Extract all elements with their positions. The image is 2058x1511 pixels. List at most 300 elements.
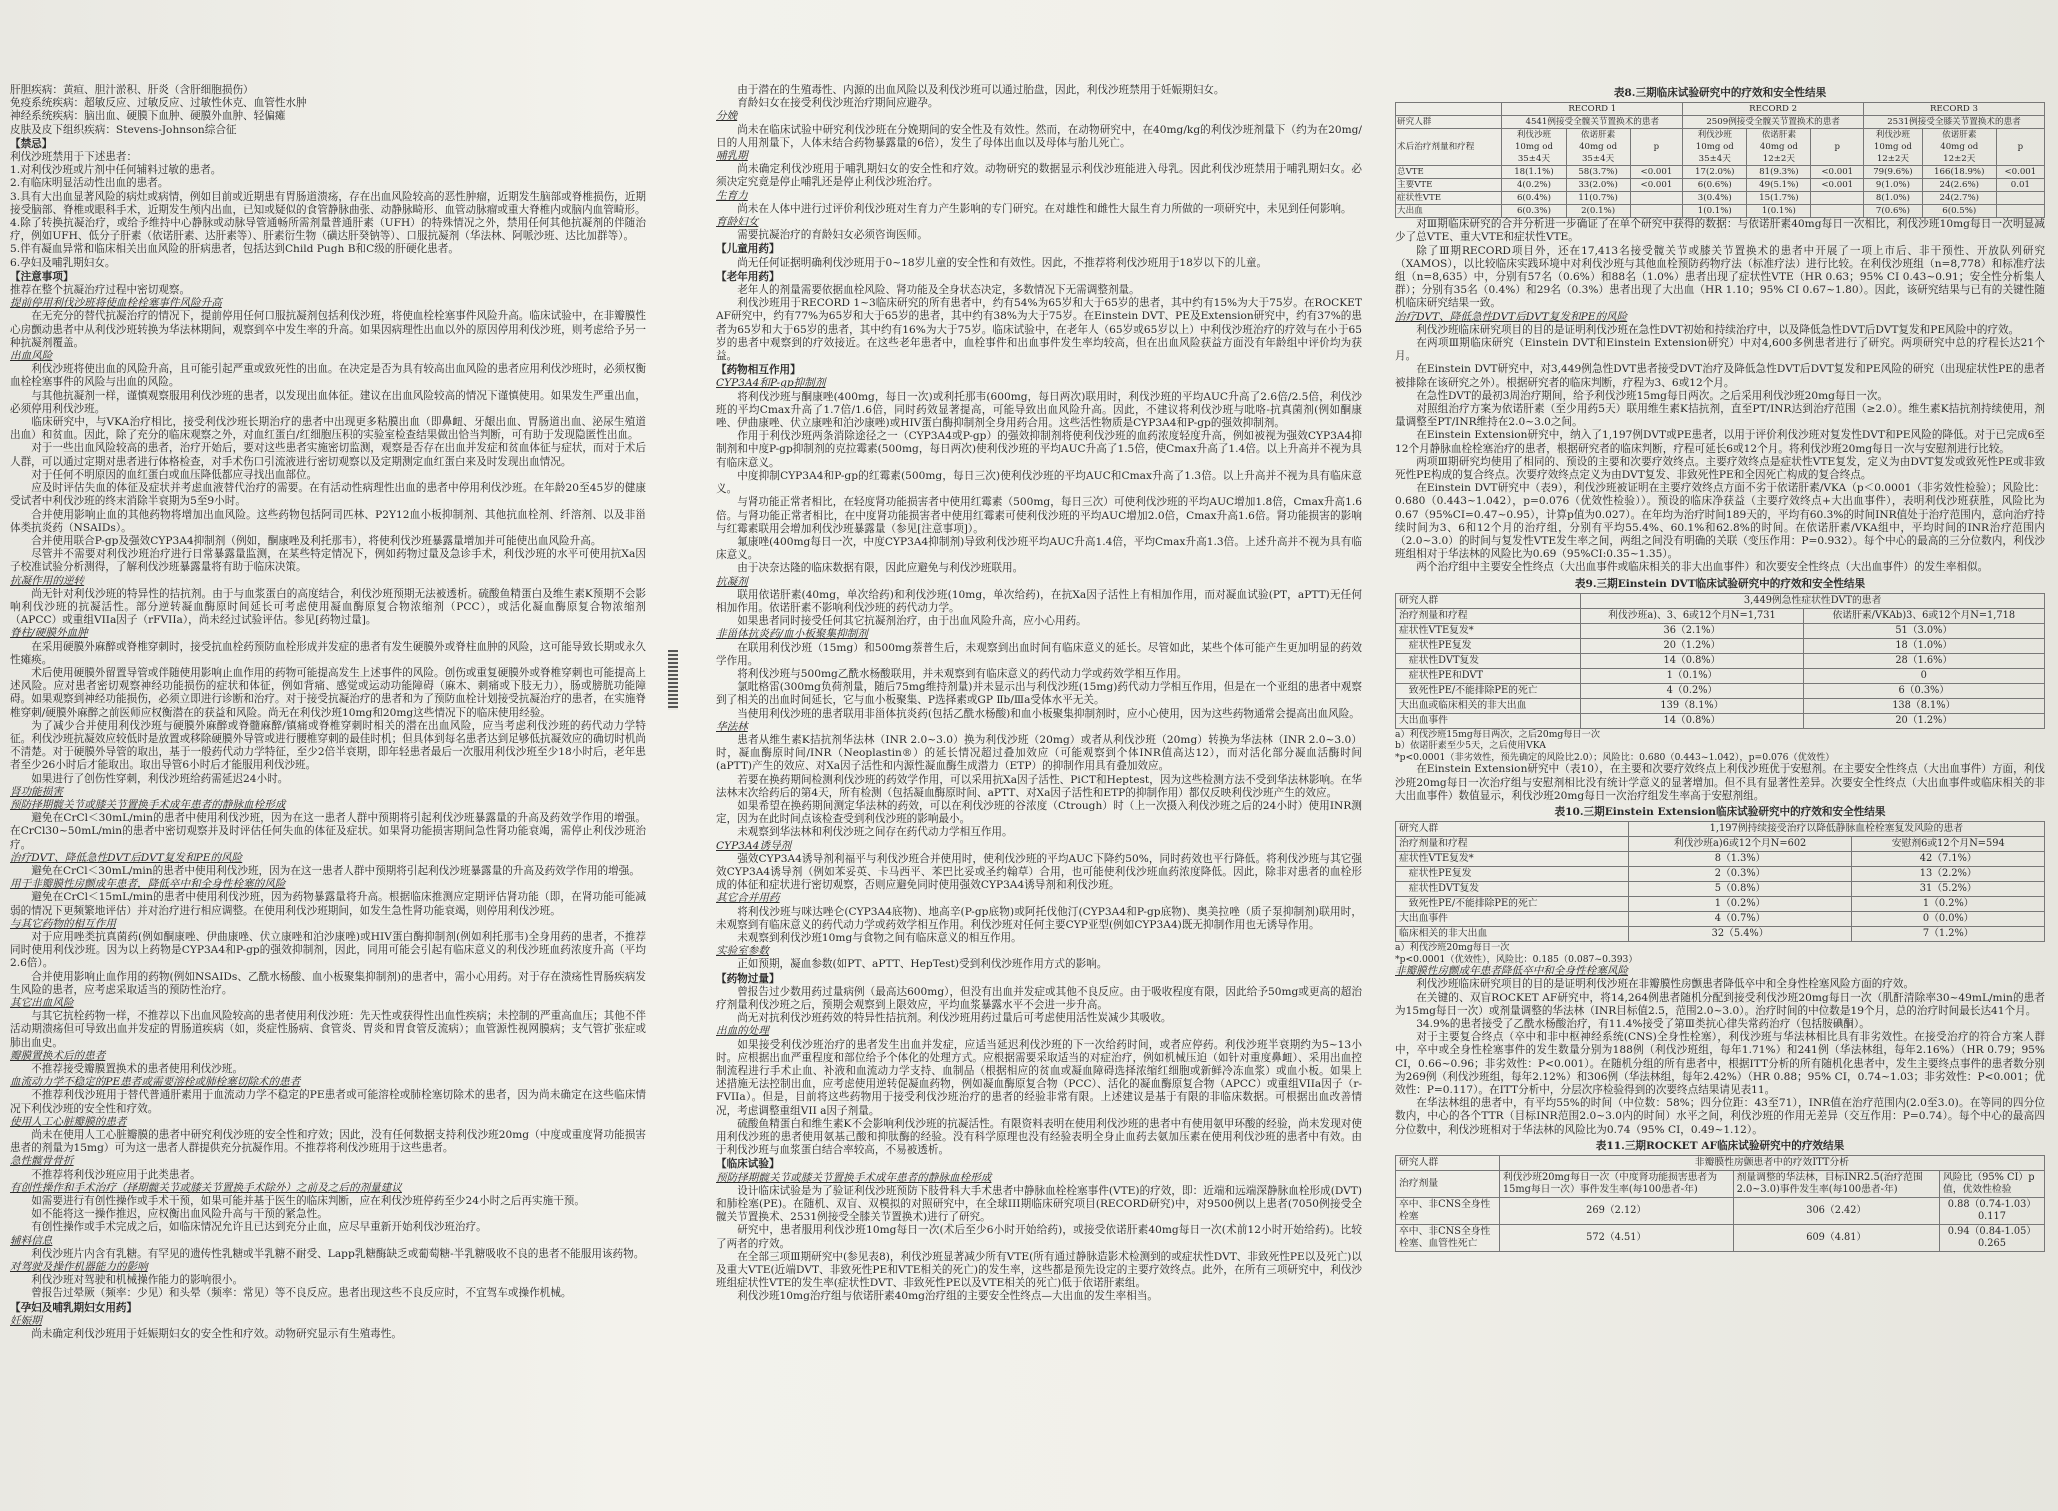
table-row [1396,713,2045,728]
table-cell: 1（0.2%） [1852,897,2045,912]
section-title: CYP3A4和P-gp抑制剂 [716,377,826,390]
paragraph: 利伐沙班临床研究项目的目的是证明利伐沙班在非瓣膜性房颤患者降低卒中和全身性栓塞风险方面的疗效。 [1416,978,1915,991]
table-cell: 1（0.2%） [1628,897,1852,912]
table-cell: 5（0.8%） [1628,882,1852,897]
paragraph: 对于主要复合终点（卒中和非中枢神经系统(CNS)全身性栓塞），利伐沙班与华法林相比具有非劣效性。在接受治疗的符合方案人群中，卒中或全身性栓塞事件的发生数量分别为188例（利伐沙班组，每年1.71%）和241例（华法林组，每年2.16%）（HR 0.79；95% CI，0.66~0.96；非劣效性：P<0.001）。在随机分组的所有患者中，根据ITT分析的所有随机化患者中，发生主要终点事件的患者数分别为269例（利伐沙班组，每年2.12%）和306例（华法林组，每年2.42%）（HR 0.88；95% CI，0.74~1.03；非劣效性：P<0.001；优效性：P=0.117）。在ITT分析中，分层次序检验得到的次要终点结果请见表11。 [1395,1031,2045,1097]
table-cell: 大出血事件 [1396,912,1629,927]
table-row [1396,668,2045,683]
table-cell: 大出血或临床相关的非大出血 [1396,698,1581,713]
table-cell: 研究人群 [1396,822,1629,837]
section-title: 非瓣膜性房颤成年患者降低卒中和全身性栓塞风险 [1395,965,1629,978]
pediatric-heading: 【儿童用药】 [716,243,780,256]
paragraph: 将利伐沙班与咪达唑仑(CYP3A4底物)、地高辛(P-gp底物)或阿托伐他汀(CYP3A4和P-gp底物)、奥美拉唑（质子泵抑制剂)联用时，未观察到有临床意义的药代动力学或药效学相互作用。利伐沙班对任何主要CYP亚型(例如CYP3A4)既无抑制作用也无诱导作用。 [716,905,1362,931]
column-right [1395,84,2045,1504]
table-cell [1996,205,2044,218]
table-row [1396,103,2045,116]
table-cell: 6（0.3%） [1803,683,2044,698]
table-cell: 14（0.8%） [1581,713,1803,728]
adr-line: 神经系统疾病：脑出血、硬膜下血肿、硬膜外血肿、轻偏瘫 [10,110,286,123]
table-row [1396,897,2045,912]
paragraph: 利伐沙班对驾驶和机械操作能力的影响很小。 [31,1274,244,1287]
paragraph: 合并使用联合P-gp及强效CYP3A4抑制剂（例如，酮康唑及利托那韦），将使利伐沙班暴露量增加并可能使出血风险升高。 [31,534,602,547]
table-cell: 2（0.3%） [1628,867,1852,882]
table-cell: 0（0.0%） [1852,912,2045,927]
contraindications-intro: 利伐沙班禁用于下述患者： [10,151,138,164]
paragraph: 尚无针对利伐沙班的特异性的拮抗剂。由于与血浆蛋白的高度结合，利伐沙班预期无法被透析。硫酸鱼精蛋白及维生素K预期不会影响利伐沙班的抗凝活性。部分逆转凝血酶原时间延长可考虑使用凝血酶原复合物浓缩剂（PCC），或活化凝血酶原复合物浓缩剂（APCC）或重组VIIa因子（rFVIIa），尚未经过试验评估。参见[药物过量]。 [10,587,646,627]
section-title: 预防择期髋关节或膝关节置换手术成年患者的静脉血栓形成 [716,1171,992,1184]
table-cell: 1（0.1%） [1581,668,1803,683]
table-cell: 依诺肝素/VKAb)3、6或12个月N=1,718 [1803,608,2044,623]
table-row [1396,623,2045,638]
table-cell: RECORD 1 [1502,103,1683,116]
paragraph: 34.9%的患者接受了乙酰水杨酸治疗，有11.4%接受了第Ⅲ类抗心律失常药治疗（包括胺碘酮）。 [1416,1018,1870,1031]
subsection-title: 治疗DVT、降低急性DVT后DVT复发和PE的风险 [10,851,243,864]
table-cell: 14（0.8%） [1581,653,1803,668]
section-title: 抗凝作用的逆转 [10,574,85,587]
table-cell: 症状性DVT复发 [1396,653,1581,668]
table-row [1396,867,2045,882]
table-cell: 20（1.2%） [1581,638,1803,653]
table-row [1396,638,2045,653]
table-cell: 安慰剂6或12个月N=594 [1852,837,2045,852]
section-title: 有创性操作和手术治疗（择期髋关节或膝关节置换手术除外）之前及之后的剂量建议 [10,1181,402,1194]
subsection-title: 用于非瓣膜性房颤成年患者，降低卒中和全身性栓塞的风险 [10,878,286,891]
fold-barcode-mark [668,650,678,710]
paragraph: 尚无任何证据明确利伐沙班用于0~18岁儿童的安全性和有效性。因此，不推荐将利伐沙班用于18岁以下的儿童。 [737,256,1268,269]
table-row [1396,852,2045,867]
table-caption: 表11.三期ROCKET AF临床试验研究中的疗效结果 [1595,1139,1845,1152]
table-cell: 4（0.7%） [1628,912,1852,927]
table-cell: 0.01 [1996,179,2044,192]
paragraph: 联用依诺肝素(40mg，单次给药)和利伐沙班(10mg，单次给药)，在抗Xa因子活性上有相加作用，而对凝血试验(PT，aPTT)无任何相加作用。依诺肝素不影响利伐沙班的药代动力学。 [716,588,1362,614]
contraindication-item: 2.有临床明显活动性出血的患者。 [10,177,169,190]
paragraph: 与其它抗栓药物一样，不推荐以下出血风险较高的患者使用利伐沙班：先天性或获得性出血性疾病；未控制的严重高血压；其他不伴活动期溃疡但可导致出血并发症的胃肠道疾病（如，炎症性肠病、食管炎、胃炎和胃食管反流病）；血管源性视网膜病；支气管扩张症或肺出血史。 [10,1010,646,1049]
paragraph: 有创性操作或手术完成之后，如临床情况允许且已达到充分止血，应尽早重新开始利伐沙班治疗。 [31,1221,487,1234]
table-cell: 13（2.2%） [1852,867,2045,882]
table-row [1396,822,2045,837]
table-cell: 非瓣膜性房颤患者中的疗效ITT分析 [1499,1156,2044,1171]
table-caption: 表10.三期Einstein Extension临床试验研究中的疗效和安全性结果 [1554,806,1886,818]
geriatric-heading: 【老年用药】 [716,270,780,283]
table-cell: 临床相关的非大出血 [1396,927,1629,942]
paragraph: 在联用利伐沙班（15mg）和500mg萘普生后，未观察到出血时间有临床意义的延长。尽管如此，某些个体可能产生更加明显的药效学作用。 [716,641,1362,667]
table-cell [1630,205,1683,218]
paragraph: 两项Ⅲ期研究均使用了相同的、预设的主要和次要疗效终点。主要疗效终点是症状性VTE复发，定义为由DVT复发或致死性PE或非致死性PE构成的复合终点。次要疗效终点定义为由DVT复发、非致死性PE和全因死亡构成的复合终点。 [1395,455,2045,482]
table-cell: 治疗剂量和疗程 [1396,837,1629,852]
paragraph: 设计临床试验是为了验证利伐沙班预防下肢骨科大手术患者中静脉血栓栓塞事件(VTE)的疗效，即：近端和远端深静脉血栓形成(DVT)和肺栓塞(PE)。在随机、双盲、双模拟的对照研究中，在全球III期临床研究项目(RECORD研究)中，对9500例以上患者(7050例接受全髋关节置换术、2531例接受全膝关节置换术)进行了研究。 [716,1184,1362,1224]
paragraph: 作用于利伐沙班两条消除途径之一（CYP3A4或P-gp）的强效抑制剂将使利伐沙班的血药浓度轻度升高，例如被视为强效CYP3A4抑制剂和中度P-gp抑制剂的克拉霉素(500mg，每日两次)使利伐沙班的平均AUC升高了1.5倍，使Cmax升高了1.4倍。以上升高并不视为具有临床意义。 [716,430,1362,469]
table-cell: 利伐沙班a)、3、6或12个月N=1,731 [1581,608,1803,623]
section-title: 华法林 [716,720,748,733]
table-row [1396,192,2045,205]
table-cell: 0 [1803,668,2044,683]
paragraph: 如果接受利伐沙班治疗的患者发生出血并发症，应适当延迟利伐沙班的下一次给药时间，或者应停药。利伐沙班半衰期约为5~13小时。应根据出血严重程度和部位给予个体化的处理方式。应根据需要采取适当的对症治疗，例如机械压迫（如针对重度鼻衄）、采用出血控制流程进行手术止血、补液和血流动力学支持、血制品（根据相应的贫血或凝血障碍选择浓缩红细胞或新鲜冷冻血浆）或血小板。如果上述措施无法控制出血，应考虑使用逆转促凝血药物，例如凝血酶原复合物（PCC）、活化的凝血酶原复合物（APCC）或重组VIIa因子（r-FVIIa）。但是，目前将这些药物用于接受利伐沙班治疗的患者的经验非常有限。上述建议是基于有限的非临床数据。可根据出血改善情况，考虑调整重组VII a因子剂量。 [716,1038,1362,1117]
table-row [1396,698,2045,713]
table-cell: 306（2.42） [1733,1198,1939,1225]
section-title: 实验室参数 [716,945,769,958]
paragraph: 在Einstein Extension研究中（表10），在主要和次要疗效终点上利伐沙班优于安慰剂。在主要安全性终点（大出血事件）方面，利伐沙班20mg每日一次治疗组与安慰剂相比没有统计学意义的显著增加。但不具有显著性差异。次要安全性终点（大出血事件或临床相关的非大出血事件）数值显示，利伐沙班20mg每日一次治疗组发生率高于安慰剂组。 [1395,763,2045,802]
paragraph: 与其他抗凝剂一样，谨慎观察服用利伐沙班的患者，以发现出血体征。建议在出血风险较高的情况下谨慎使用。如果发生严重出血，必须停用利伐沙班。 [10,389,646,415]
section-title: 育龄妇女 [716,216,759,229]
table-footnote: b）依诺肝素至少5天，之后使用VKA [1395,740,1546,752]
section-title: 辅料信息 [10,1234,53,1247]
table-row [1396,116,2045,129]
table-cell: 11(0.7%) [1566,192,1630,205]
table-cell [1811,192,1864,205]
table-cell [1630,192,1683,205]
table-cell: 7(0.6%) [1864,205,1923,218]
table-einstein-dvt [1395,593,2045,729]
paragraph: 两个治疗组中主要安全性终点（大出血事件或临床相关的非大出血事件）和次要安全性终点（大出血事件）的发生率相似。 [1416,561,1989,574]
table-cell: 18（1.0%） [1803,638,2044,653]
section-title: 脊柱/硬膜外血肿 [10,627,88,640]
paragraph: 合并使用影响止血的其他药物将增加出血风险。这些药物包括阿司匹林、P2Y12血小板抑制剂、其他抗血栓剂、纤溶剂、以及非甾体类抗炎药（NSAIDs）。 [10,508,646,534]
contraindication-item: 1.对利伐沙班或片剂中任何辅料过敏的患者。 [10,164,222,177]
precautions-heading: 【注意事项】 [10,270,74,283]
table-cell: 269（2.12） [1499,1198,1733,1225]
table-footnote: *p<0.0001（非劣效性，预先确定的风险比2.0）；风险比：0.680（0.443~1.042），p=0.076（优效性） [1395,751,1835,763]
section-title: 分娩 [716,110,738,123]
table-row [1396,593,2045,608]
section-title: CYP3A4诱导剂 [716,839,792,852]
table-cell: 7（1.2%） [1852,927,2045,942]
section-title: 妊娠期 [10,1314,42,1327]
table-cell: 总VTE [1396,166,1502,179]
table-cell: 卒中、非CNS全身性栓塞、血管性死亡 [1396,1225,1500,1252]
table-cell: 依诺肝素 40mg od 35±4天 [1566,129,1630,166]
table-cell: 18(1.1%) [1502,166,1566,179]
table-cell: 依诺肝素 40mg od 12±2天 [1747,129,1811,166]
paragraph: 尚未在临床试验中研究利伐沙班在分娩期间的安全性及有效性。然而，在动物研究中，在40mg/kg的利伐沙班剂量下（约为在20mg/日的人用剂量下，人体未结合药物暴露量的6倍），发生了母体出血以及母体与胎儿死亡。 [716,123,1362,149]
table-row [1396,166,2045,179]
table-cell: 利伐沙班 10mg od 35±4天 [1502,129,1566,166]
table-row [1396,882,2045,897]
paragraph: 由于决奈达隆的临床数据有限，因此应避免与利伐沙班联用。 [737,562,1024,575]
table-cell: 治疗剂量和疗程 [1396,608,1581,623]
table-cell: 症状性VTE [1396,192,1502,205]
table-cell: 572（4.51） [1499,1225,1733,1252]
paragraph: 对于一些出血风险较高的患者，治疗开始后，要对这些患者实施密切监测，观察是否存在出血并发症和贫血体征与症状，而对于术后人群，可以通过定期对患者进行体格检查，对手术伤口引流液进行密切观察以及定期测定血红蛋白来及时发现出血情况。 [10,442,646,468]
table-footnote: a）利伐沙班15mg每日两次，之后20mg每日一次 [1395,728,1601,740]
section-title: 其它合并用药 [716,892,780,905]
precautions-intro: 推荐在整个抗凝治疗过程中密切观察。 [10,284,191,297]
paragraph: 对照组治疗方案为依诺肝素（至少用药5天）联用维生素K拮抗剂，直至PT/INR达到治疗范围（≥2.0）。维生素K拮抗剂持续使用，剂量调整至PT/INR维持在2.0~3.0之间。 [1395,403,2045,429]
table-cell: 6(0.6%) [1683,179,1747,192]
paragraph: 由于潜在的生殖毒性、内源的出血风险以及利伐沙班可以通过胎盘，因此，利伐沙班禁用于妊娠期妇女。 [737,84,1225,96]
paragraph: 尽管并不需要对利伐沙班治疗进行日常暴露量监测，在某些特定情况下，例如药物过量及急诊手术，利伐沙班的水平可使用抗Xa因子校准试验分析测得，了解利伐沙班暴露量将有助于临床决策。 [10,548,646,574]
table-caption: 表8.三期临床试验研究中的疗效和安全性结果 [1613,87,1827,99]
table-cell: 2509例接受全髋关节置换术的患者 [1683,116,1864,129]
paragraph: 尚无对抗利伐沙班药效的特异性拮抗剂。利伐沙班用药过量后可考虑使用活性炭减少其吸收。 [737,1012,1172,1025]
table-cell: 卒中、非CNS全身性栓塞 [1396,1198,1500,1225]
table-cell: 1(0.1%) [1747,205,1811,218]
paragraph: 不推荐利伐沙班用于替代普通肝素用于血流动力学不稳定的PE患者或可能溶栓或肺栓塞切除术的患者，因为尚未确定在这些临床情况下利伐沙班的安全性和疗效。 [10,1089,646,1115]
paragraph: 避免在CrCl＜15mL/min的患者中使用利伐沙班，因为药物暴露量将升高。根据临床推测应定期评估肾功能（即，在肾功能可能减弱的情况下更频繁地评估）并对治疗进行相应调整。在使用利伐沙班期间，如发生急性肾功能衰竭，则停用利伐沙班。 [10,891,646,917]
paragraph: 曾报告过晕厥（频率：少见）和头晕（频率：常见）等不良反应。患者出现这些不良反应时，不宜驾车或操作机械。 [31,1287,572,1300]
adr-line: 肝胆疾病：黄疸、胆汁淤积、肝炎（含肝细胞损伤） [10,84,254,96]
table-cell: 研究人群 [1396,116,1502,129]
table-cell [1811,205,1864,218]
paragraph: 对于应用唑类抗真菌药(例如酮康唑、伊曲康唑、伏立康唑和泊沙康唑)或HIV蛋白酶抑制剂(例如利托那韦)全身用药的患者，不推荐同时使用利伐沙班。因为以上药物是CYP3A4和P-gp的强效抑制剂，因此，同用可能会引起有临床意义的利伐沙班血药浓度升高（平均2.6倍）。 [10,931,646,970]
table-cell: 32（5.4%） [1628,927,1852,942]
section-title: 与其它药物的相互作用 [10,917,116,930]
contraindication-item: 4.除了转换抗凝治疗，或给予维持中心静脉或动脉导管通畅所需剂量普通肝素（UFH）的特殊情况之外，禁用任何其他抗凝剂的伴随治疗，例如UFH、低分子肝素（依诺肝素、达肝素等）、肝素衍生物（磺达肝癸钠等）、口服抗凝剂（华法林、阿哌沙班、达比加群等）。 [10,217,646,243]
paragraph: 除了Ⅲ期RECORD项目外，还在17,413名接受髋关节或膝关节置换术的患者中开展了一项上市后、非干预性、开放队列研究（XAMOS），以比较临床实践环境中对利伐沙班与其他血栓预防药物疗法（标准疗法）进行比较。在利伐沙班组（n=8,778）和标准疗法组（n=8,635）中，分别有57名（0.6%）和88名（1.0%）患者出现了症状性VTE（HR 0.63；95% CI 0.43~0.91；安全性分析集人群）；分别有35名（0.4%）和29名（0.3%）患者出现了大出血（HR 1.10；95% CI 0.67~1.80）。因此，该研究结果与已有的关键性随机临床研究结果一致。 [1395,244,2045,310]
table-footnote: a）利伐沙班20mg每日一次 [1395,942,1510,954]
paragraph: 氯吡格雷(300mg负荷剂量，随后75mg维持剂量)并未显示出与利伐沙班(15mg)药代动力学相互作用，但是在一个亚组的患者中观察到了相关的出血时间延长，它与血小板聚集、P选择素或GP Ⅱb/Ⅲa受体水平无关。 [716,681,1362,707]
table-cell: 症状性PE复发 [1396,638,1581,653]
table-cell: p [1630,129,1683,166]
table-caption: 表9.三期Einstein DVT临床试验研究中的疗效和安全性结果 [1574,577,1866,590]
table-einstein-extension [1395,821,2045,942]
table-cell: 20（1.2%） [1803,713,2044,728]
table-cell: 79(9.6%) [1864,166,1923,179]
column-middle [716,84,1362,1504]
table-row [1396,912,2045,927]
table-cell: 36（2.1%） [1581,623,1803,638]
table-row [1396,1225,2045,1252]
table-cell: p [1996,129,2044,166]
paragraph: 利伐沙班用于RECORD 1~3临床研究的所有患者中，约有54%为65岁和大于65岁的患者，其中约有15%为大于75岁。在ROCKET AF研究中，约有77%为65岁和大于65岁的患者，其中约有38%为大于75岁。在Einstein DVT、PE及Extension研究中，约有37%的患者为65岁和大于65岁的患者，其中约有16%为大于75岁。临床试验中，在老年人（65岁或65岁以上）中利伐沙班治疗的疗效与在小于65岁的患者中观察到的疗效接近。在这些老年患者中，血栓事件和出血事件发生率均较高，但在出血风险获益方面没有年龄组中评价均为获益。 [716,297,1362,363]
section-title: 出血的处理 [716,1025,769,1038]
paragraph: 对Ⅲ期临床研究的合并分析进一步确证了在单个研究中获得的数据：与依诺肝素40mg每日一次相比，利伐沙班10mg每日一次明显减少了总VTE、重大VTE和症状性VTE。 [1395,218,2045,244]
paragraph: 老年人的剂量需要依据血栓风险、肾功能及全身状态决定，多数情况下无需调整剂量。 [737,284,1140,297]
paragraph: 硫酸鱼精蛋白和维生素K不会影响利伐沙班的抗凝活性。有限资料表明在使用利伐沙班的患者中有使用氨甲环酸的经验，尚未发现对使用利伐沙班的患者使用氨基己酸和抑肽酶的经验。没有科学原理也没有经验表明全身止血药去氨加压素在使用利伐沙班的患者中有效。由于利伐沙班与血浆蛋白结合率较高，不易被透析。 [716,1117,1362,1157]
paragraph: 尚未确定利伐沙班用于妊娠期妇女的安全性和疗效。动物研究显示有生殖毒性。 [31,1328,402,1341]
paragraph: 不推荐将利伐沙班应用于此类患者。 [31,1168,201,1181]
table-cell: 利伐沙班20mg每日一次（中度肾功能损害患者为15mg每日一次）事件发生率(每100患者-年) [1499,1171,1733,1198]
paragraph: 对于任何不明原因的血红蛋白或血压降低都应寻找出血部位。 [31,468,318,481]
column-left [10,84,646,1504]
table-footnote: *p<0.0001（优效性），风险比：0.185（0.087~0.393） [1395,953,1638,965]
table-row [1396,927,2045,942]
paragraph: 研究中，患者服用利伐沙班10mg每日一次(术后至少6小时开始给药)，或接受依诺肝素40mg每日一次(术前12小时开始给药)。比较了两者的疗效。 [716,1224,1362,1250]
section-title: 急性髋骨骨折 [10,1155,74,1168]
paragraph: 为了减少合并使用利伐沙班与硬膜外麻醉或脊髓麻醉/镇痛或脊椎穿刺时相关的潜在出血风险，应当考虑利伐沙班的药代动力学特征。利伐沙班抗凝效应较低时是放置或移除硬膜外导管或进行腰椎穿刺的最佳时机；但具体到每名患者达到足够低抗凝效应的确切时机尚不清楚。对于硬膜外导管的取出，基于一般药代动力学特征，至少2倍半衰期，即年轻患者最后一次服用利伐沙班至少18小时后，老年患者至少26小时后才能取出。取出导管6小时后才能服用利伐沙班。 [10,719,646,772]
pregnancy-heading: 【孕妇及哺乳期妇女用药】 [10,1301,138,1314]
table-cell: 利伐沙班 10mg od 35±4天 [1683,129,1747,166]
adr-line: 免疫系统疾病：超敏反应、过敏反应、过敏性休克、血管性水肿 [10,97,307,110]
table-cell: 15(1.7%) [1747,192,1811,205]
paragraph: 氟康唑(400mg每日一次，中度CYP3A4抑制剂)导致利伐沙班平均AUC升高1.4倍，平均Cmax升高1.3倍。上述升高并不视为具有临床意义。 [716,535,1362,562]
section-title: 出血风险 [10,350,53,363]
section-title: 治疗DVT、降低急性DVT后DVT复发和PE的风险 [1395,310,1628,323]
table-cell: 利伐沙班a)6或12个月N=602 [1628,837,1852,852]
paragraph: 强效CYP3A4诱导剂利福平与利伐沙班合并使用时，使利伐沙班的平均AUC下降约50%，同时药效也平行降低。将利伐沙班与其它强效CYP3A4诱导剂（例如苯妥英、卡马西平、苯巴比妥或圣约翰草）合用，也可能使利伐沙班血药浓度降低。因此，除非对患者的血栓形成的体征和症状进行密切观察，否则应避免同时使用强效CYP3A4诱导剂和利伐沙班。 [716,852,1362,892]
table-cell: 利伐沙班 10mg od 12±2天 [1864,129,1923,166]
contraindications-heading: 【禁忌】 [10,137,53,150]
paragraph: 利伐沙班片内含有乳糖。有罕见的遗传性乳糖或半乳糖不耐受、Lapp乳糖酶缺乏或葡萄糖-半乳糖吸收不良的患者不能服用该药物。 [31,1247,645,1260]
contraindication-item: 5.伴有凝血异常和临床相关出血风险的肝病患者，包括达到Child Pugh B和C级的肝硬化患者。 [10,243,459,256]
table-cell: 大出血 [1396,205,1502,218]
table-cell [1396,103,1502,116]
table-cell: 6(0.4%) [1502,192,1566,205]
table-cell: 139（8.1%） [1581,698,1803,713]
paragraph: 避免在CrCl＜30mL/min的患者中使用利伐沙班，因为在这一患者人群中预期将引起利伐沙班暴露量的升高及药效学作用的增强。 [31,864,640,877]
paragraph: 需要抗凝治疗的育龄妇女必须咨询医师。 [737,229,928,242]
table-cell: 主要VTE [1396,179,1502,192]
table-cell: 4（0.2%） [1581,683,1803,698]
paragraph: 如果患者同时接受任何其它抗凝剂治疗，由于出血风险升高，应小心用药。 [737,615,1087,628]
table-cell: 3(0.4%) [1683,192,1747,205]
table-cell: 51（3.0%） [1803,623,2044,638]
table-cell: 28（1.6%） [1803,653,2044,668]
paragraph: 在Einstein DVT研究中（表9），利伐沙班被证明在主要疗效终点方面不劣于依诺肝素/VKA（p＜0.0001（非劣效性检验）；风险比：0.680（0.443~1.042），p=0.076（优效性检验））。预设的临床净获益（主要疗效终点+大出血事件），表明利伐沙班获胜，风险比为0.67（95%CI=0.47~0.95），计算p值为0.027）。在年均为治疗时间189天的，平均有60.3%的时间INR值处于治疗范围内，意向治疗持续时间为3、6和12个月的治疗组，分别有平均55.4%、60.1%和62.8%的时间。在依诺肝素/VKA组中，平均时间的INR治疗范围内（2.0~3.0）的时间与复发性VTE发生率之间，两组之间没有明确的关联（变压作用：P=0.932）。每个中心的最高的三分位数内，利伐沙班组相对于华法林的风险比为0.69（95%CI:0.35~1.35）。 [1395,482,2045,561]
table-cell: 42（7.1%） [1852,852,2045,867]
table-cell: 2(0.1%) [1566,205,1630,218]
paragraph: 在关键的、双盲ROCKET AF研究中，将14,264例患者随机分配到接受利伐沙班20mg每日一次（肌酐清除率30~49mL/min的患者为15mg每日一次）或剂量调整的华法林（INR目标值2.5，范围2.0~3.0）。治疗时间的中位数是19个月，总的治疗时间最长达41个月。 [1395,991,2045,1017]
table-cell: 8(1.0%) [1864,192,1923,205]
paragraph: 尚未在使用人工心脏瓣膜的患者中研究利伐沙班的安全性和疗效；因此，没有任何数据支持利伐沙班20mg（中度或重度肾功能损害患者的剂量为15mg）可为这一患者人群提供充分抗凝作用。不推荐将利伐沙班用于这些患者。 [10,1129,646,1155]
table-cell: 研究人群 [1396,593,1581,608]
paragraph: 在急性DVT的最初3周治疗期间，给予利伐沙班15mg每日两次。之后采用利伐沙班20mg每日一次。 [1416,389,1888,402]
paragraph: 尚未在人体中进行过评价利伐沙班对生育力产生影响的专门研究。在对雄性和雌性大鼠生育力所做的一项研究中，未见到任何影响。 [737,202,1352,215]
table-cell: 研究人群 [1396,1156,1500,1171]
table-cell: 风险比（95% CI）p值，优效性检验 [1939,1171,2044,1198]
table-row [1396,129,2045,166]
paragraph: 如果希望在换药期间测定华法林的药效，可以在利伐沙班的谷浓度（Ctrough）时（上一次摄入利伐沙班之后的24小时）使用INR测定，因为在此时间点该检查受到利伐沙班的影响最小。 [716,799,1362,826]
section-title: 非甾体抗炎药/血小板聚集抑制剂 [716,628,868,641]
table-row [1396,608,2045,623]
paragraph: 尚未确定利伐沙班用于哺乳期妇女的安全性和疗效。动物研究的数据显示利伐沙班能进入母乳。因此利伐沙班禁用于哺乳期妇女。必须决定究竟是停止哺乳还是停止利伐沙班治疗。 [716,163,1362,189]
subsection-title: 预防择期髋关节或膝关节置换手术成年患者的静脉血栓形成 [10,798,286,811]
paragraph: 术后使用硬膜外留置导管或伴随使用影响止血作用的药物可能提高发生上述事件的风险。创伤或重复硬膜外或脊椎穿刺也可能提高上述风险。应对患者密切观察神经功能损伤的症状和体征，例如背痛、感觉或运动功能障碍（麻木、刺痛或下肢无力），肠或膀胱功能障碍。如果观察到神经功能损伤，必须立即进行诊断和治疗。对于接受抗凝治疗的患者和为了预防血栓计划接受抗凝治疗的患者，在实施脊椎穿刺/硬膜外麻醉之前医师应权衡潜在的获益和风险。尚无在利伐沙班10mg和20mg这些情况下的临床使用经验。 [10,666,646,719]
table-cell: 24(2.6%) [1922,179,1996,192]
paragraph: 与肾功能正常者相比，在轻度肾功能损害者中使用红霉素（500mg，每日三次）可使利伐沙班的平均AUC增加1.8倍，Cmax升高1.6倍。与肾功能正常者相比，在中度肾功能损害者中使用红霉素可使利伐沙班的平均AUC增加2.0倍，Cmax升高1.6倍。肾功能损害的影响与红霉素联用会增加利伐沙班暴露量（参见[注意事项]）。 [716,496,1362,535]
table-cell: 8（1.3%） [1628,852,1852,867]
section-title: 使用人工心脏瓣膜的患者 [10,1115,127,1128]
table-cell: 138（8.1%） [1803,698,2044,713]
table-cell: 0.88（0.74-1.03）0.117 [1939,1198,2044,1225]
paragraph: 如需要进行有创性操作或手术干预，如果可能并基于医生的临床判断，应在利伐沙班停药至少24小时之后再实施干预。 [31,1195,585,1208]
paragraph: 在华法林组的患者中，有平均55%的时间（中位数：58%；四分位距：43至71），INR值在治疗范围内(2.0至3.0)。在等同的四分位数内，中心的各个TTR（目标INR范围2.0~3.0内的时间）水平之间，利伐沙班的作用无差异（交互作用：P=0.74）。每个中心的最高四分位数中，利伐沙班相对于华法林的风险比为0.74（95% CI，0.49~1.12）。 [1395,1097,2045,1136]
paragraph: 不推荐接受瓣膜置换术的患者使用利伐沙班。 [31,1063,244,1076]
table-cell: 致死性PE/不能排除PE的死亡 [1396,683,1581,698]
paragraph: 避免在CrCl＜30mL/min的患者中使用利伐沙班，因为在这一患者人群中预期将引起利伐沙班暴露量的升高及药效学作用的增强。在CrCl30~50mL/min的患者中密切观察并及时评估任何失血的体征及症状。如果肾功能损害期间急性肾功能衰竭，需停止利伐沙班治疗。 [10,812,646,851]
table-cell: 166(18.9%) [1922,166,1996,179]
table-cell: 大出血事件 [1396,713,1581,728]
paragraph: 在Einstein DVT研究中，对3,449例急性DVT患者接受DVT治疗及降低急性DVT后DVT复发和PE风险的研究（出现症状性PE的患者被排除在该研究之外）。根据研究者的临床判断，疗程为3、6或12个月。 [1395,363,2045,389]
table-cell: <0.001 [1811,179,1864,192]
table-cell: 31（5.2%） [1852,882,2045,897]
table-cell: <0.001 [1630,166,1683,179]
table-record [1395,102,2045,218]
paragraph: 如果进行了创伤性穿刺，利伐沙班给药需延迟24小时。 [31,772,289,785]
table-cell: 17(2.0%) [1683,166,1747,179]
table-cell: 9(1.0%) [1864,179,1923,192]
section-title: 肾功能损害 [10,785,63,798]
table-cell: 4(0.2%) [1502,179,1566,192]
section-title: 瓣膜置换术后的患者 [10,1049,106,1062]
table-cell: 33(2.0%) [1566,179,1630,192]
table-cell: <0.001 [1811,166,1864,179]
table-cell: 1(0.1%) [1683,205,1747,218]
contraindication-item: 3.具有大出血显著风险的病灶或病情，例如目前或近期患有胃肠道溃疡，存在出血风险较高的恶性肿瘤，近期发生脑部或脊椎损伤，近期接受脑部、脊椎或眼科手术，近期发生颅内出血，已知或疑似的食管静脉曲张、动静脉畸形、血管动脉瘤或重大脊椎内或脑内血管畸形。 [10,190,646,216]
table-cell: 术后治疗剂量和疗程 [1396,129,1502,166]
table-cell: 症状性PE复发 [1396,867,1629,882]
table-cell: 症状性VTE复发* [1396,852,1629,867]
table-row [1396,1156,2045,1171]
table-cell: 症状性DVT复发 [1396,882,1629,897]
paragraph: 未观察到华法林和利伐沙班之间存在药代动力学相互作用。 [737,826,1013,839]
paragraph: 利伐沙班将使出血的风险升高，且可能引起严重或致死性的出血。在决定是否为具有较高出血风险的患者应用利伐沙班时，必须权衡血栓栓塞事件的风险与出血的风险。 [10,363,646,389]
section-title: 对驾驶及操作机器能力的影响 [10,1261,148,1274]
paragraph: 如不能将这一操作推迟，应权衡出血风险升高与干预的紧急性。 [31,1208,328,1221]
interactions-heading: 【药物相互作用】 [716,364,801,377]
table-row [1396,179,2045,192]
table-cell: 0.94（0.84-1.05）0.265 [1939,1225,2044,1252]
table-cell: 609（4.81） [1733,1225,1939,1252]
table-cell: <0.001 [1996,166,2044,179]
section-title: 哺乳期 [716,150,748,163]
paragraph: 在全部三项Ⅲ期研究中(参见表8)，利伐沙班显著减少所有VTE(所有通过静脉造影术检测到的或症状性DVT、非致死性PE以及死亡)以及重大VTE(近端DVT、非致死性PE和VTE相关的死亡)的发生率，这些都是预先设定的主要疗效终点。此外，在所有三项研究中，利伐沙班组症状性VTE的发生率(症状性DVT、非致死性PE以及VTE相关的死亡)低于依诺肝素组。 [716,1250,1362,1290]
table-cell: 2531例接受全膝关节置换术的患者 [1864,116,2045,129]
table-cell: 症状性VTE复发* [1396,623,1581,638]
table-cell: 58(3.7%) [1566,166,1630,179]
table-cell: <0.001 [1630,179,1683,192]
paragraph: 应及时评估失血的体征及症状并考虑血液替代治疗的需要。在有活动性病理性出血的患者中停用利伐沙班。在年龄20至45岁的健康受试者中利伐沙班的终末消除半衰期为5至9小时。 [10,482,646,508]
table-rocket-af [1395,1155,2045,1252]
table-row [1396,205,2045,218]
contraindication-item: 6.孕妇及哺乳期妇女。 [10,256,116,269]
paragraph: 将利伐沙班与500mg乙酰水杨酸联用，并未观察到有临床意义的药代动力学或药效学相互作用。 [737,667,1188,680]
section-title: 抗凝剂 [716,575,748,588]
paragraph: 在无充分的替代抗凝治疗的情况下，提前停用任何口服抗凝剂包括利伐沙班，将使血栓栓塞事件风险升高。临床试验中，在非瓣膜性心房颤动患者中从利伐沙班转换为华法林期间，观察到卒中发生率的升高。如果因病理性出血以外的原因停用利伐沙班，则考虑给予另一种抗凝剂覆盖。 [10,310,646,349]
paragraph: 若要在换药期间检测利伐沙班的药效学作用，可以采用抗Xa因子活性、PiCT和Heptest，因为这些检测方法不受到华法林影响。在华法林末次给药后的第4天，所有检测（包括凝血酶原时间、aPTT、对Xa因子活性和ETP的抑制作用）都仅反映利伐沙班产生的效应。 [716,773,1362,799]
paragraph: 临床研究中，与VKA治疗相比，接受利伐沙班长期治疗的患者中出现更多粘膜出血（即鼻衄、牙龈出血、胃肠道出血、泌尿生殖道出血）和贫血。因此，除了充分的临床观察之外，对血红蛋白/红细胞压积的实验室检查结果做出恰当判断，可有助于发现隐匿性出血。 [10,416,646,442]
table-row [1396,653,2045,668]
table-cell: 症状性PE和DVT [1396,668,1581,683]
table-cell: 3,449例急性症状性DVT的患者 [1581,593,2045,608]
paragraph: 患者从维生素K拮抗剂华法林（INR 2.0~3.0）换为利伐沙班（20mg）或者从利伐沙班（20mg）转换为华法林（INR 2.0~3.0）时，凝血酶原时间/INR（Neoplastin®）的延长情况超过叠加效应（可能观察到个体INR值高达12），而对活化部分凝血活酶时间(aPTT)产生的效应、对Xa因子活性和内源性凝血酶生成潜力（ETP）的抑制作用具有叠加效应。 [716,733,1362,773]
paragraph: 利伐沙班10mg治疗组与依诺肝素40mg治疗组的主要安全性终点—大出血的发生率相当。 [737,1290,1158,1303]
paragraph: 中度抑制CYP3A4和P-gp的红霉素(500mg，每日三次)使利伐沙班的平均AUC和Cmax升高了1.3倍。以上升高并不视为具有临床意义。 [716,469,1362,496]
table-cell: p [1811,129,1864,166]
paragraph: 正如预期，凝血参数(如PT、aPTT、HepTest)受到利伐沙班作用方式的影响。 [737,958,1108,971]
table-row [1396,837,2045,852]
clinical-trials-heading: 【临床试验】 [716,1158,780,1171]
table-cell: 治疗剂量 [1396,1171,1500,1198]
table-cell: RECORD 2 [1683,103,1864,116]
paragraph: 合并使用影响止血作用的药物(例如NSAIDs、乙酰水杨酸、血小板聚集抑制剂)的患者中，需小心用药。对于存在溃疡性胃肠疾病发生风险的患者，应考虑采取适当的预防性治疗。 [10,970,646,996]
paragraph: 未观察到利伐沙班10mg与食物之间有临床意义的相互作用。 [737,932,1022,944]
paragraph: 曾报告过少数用药过量病例（最高达600mg），但没有出血并发症或其他不良反应。由于吸收程度有限，因此给予50mg或更高的超治疗剂量利伐沙班之后，预期会观察到上限效应，平均血浆暴露水平不会进一步升高。 [716,985,1362,1012]
paragraph: 利伐沙班临床研究项目的目的是证明利伐沙班在急性DVT初始和持续治疗中，以及降低急性DVT后DVT复发和PE风险中的疗效。 [1416,323,2020,336]
paragraph: 当使用利伐沙班的患者联用非甾体抗炎药(包括乙酰水杨酸)和血小板聚集抑制剂时，应小心使用，因为这些药物通常会提高出血风险。 [737,707,1360,720]
overdose-heading: 【药物过量】 [716,972,780,985]
section-title: 其它出血风险 [10,997,74,1010]
table-cell [1996,192,2044,205]
table-row [1396,1198,2045,1225]
table-cell: 6(0.3%) [1502,205,1566,218]
paragraph: 将利伐沙班与酮康唑(400mg，每日一次)或利托那韦(600mg，每日两次)联用时，利伐沙班的平均AUC升高了2.6倍/2.5倍，利伐沙班的平均Cmax升高了1.7倍/1.6倍，同时药效显著提高，可能导致出血风险升高。因此，不建议将利伐沙班与吡咯-抗真菌剂(例如酮康唑、伊曲康唑、伏立康唑和泊沙康唑)或HIV蛋白酶抑制剂全身用药合用。这些活性物质是CYP3A4和P-gp的强效抑制剂。 [716,390,1362,430]
section-title: 提前停用利伐沙班将使血栓栓塞事件风险升高 [10,297,222,310]
paragraph: 在采用硬膜外麻醉或脊椎穿刺时，接受抗血栓药预防血栓形成并发症的患者有发生硬膜外或脊柱血肿的风险，这可能导致长期或永久性瘫痪。 [10,640,646,666]
table-row [1396,683,2045,698]
section-title: 血流动力学不稳定的PE患者或需要溶栓或肺栓塞切除术的患者 [10,1076,301,1089]
paragraph: 在两项Ⅲ期临床研究（Einstein DVT和Einstein Extension研究）中对4,600多例患者进行了研究。两项研究中总的疗程长达21个月。 [1395,337,2045,363]
table-cell: 剂量调整的华法林，目标INR2.5(治疗范围2.0~3.0)事件发生率(每100患者-年) [1733,1171,1939,1198]
paragraph: 育龄妇女在接受利伐沙班治疗期间应避孕。 [737,97,939,110]
table-cell: 依诺肝素 40mg od 12±2天 [1922,129,1996,166]
paragraph: 在Einstein Extension研究中，纳入了1,197例DVT或PE患者，以用于评价利伐沙班对复发性DVT和PE风险的降低。对于已完成6至12个月静脉血栓栓塞治疗的患者，根据研究者的临床判断，疗程可延长6或12个月。将利伐沙班20mg每日一次与安慰剂进行比较。 [1395,429,2045,455]
table-cell: RECORD 3 [1864,103,2045,116]
table-cell: 49(5.1%) [1747,179,1811,192]
table-row [1396,1171,2045,1198]
table-cell: 6(0.5%) [1922,205,1996,218]
section-title: 生育力 [716,189,748,202]
table-cell: 致死性PE/不能排除PE的死亡 [1396,897,1629,912]
